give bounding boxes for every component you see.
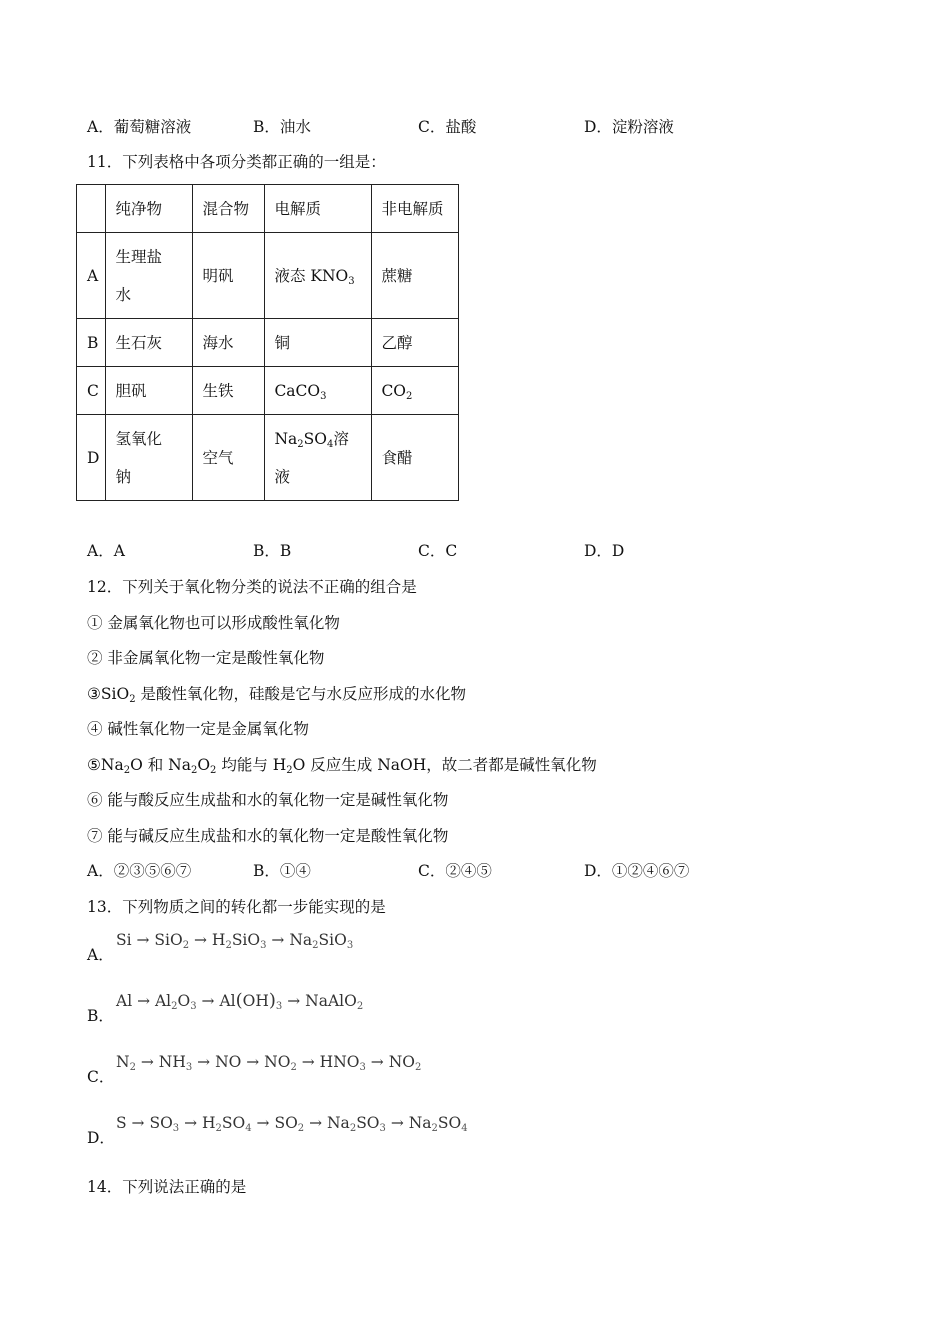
q11-option-a: A．A bbox=[87, 542, 125, 560]
table-cell: 生铁 bbox=[193, 367, 265, 415]
q11-stem: 11．下列表格中各项分类都正确的一组是： bbox=[87, 153, 386, 171]
table-row bbox=[77, 415, 459, 501]
table-header-cell bbox=[77, 185, 106, 233]
subscript: 2 bbox=[123, 765, 131, 776]
q11-option-b: B．B bbox=[253, 542, 292, 560]
q12-statement-4: ④ 碱性氧化物一定是金属氧化物 bbox=[87, 720, 309, 738]
q13-formula-b: $Al \to Al_2O_3 \to Al(OH)_3$ → NaAlO$_2$ bbox=[116, 990, 364, 1012]
q12-option-a: A．②③⑤⑥⑦ bbox=[87, 862, 192, 880]
q13-label-a: A． bbox=[87, 946, 114, 964]
cell-line: 氢氧化 bbox=[115, 429, 162, 448]
classification-table bbox=[76, 184, 459, 501]
statement-text: O 和 Na bbox=[130, 756, 191, 774]
cell-line: 钠 bbox=[115, 467, 131, 486]
table-cell: C bbox=[77, 367, 106, 415]
q10-option-c: C．盐酸 bbox=[418, 118, 477, 136]
cell-line: 水 bbox=[115, 285, 131, 304]
table-cell: 明矾 bbox=[193, 233, 265, 319]
table-header-row bbox=[77, 185, 459, 233]
statement-text: ③SiO bbox=[87, 685, 130, 703]
q11-option-d: D．D bbox=[584, 542, 625, 560]
subscript: 2 bbox=[190, 765, 198, 776]
q12-option-b: B．①④ bbox=[253, 862, 311, 880]
table-cell bbox=[265, 367, 372, 415]
table-cell: 胆矾 bbox=[106, 367, 193, 415]
statement-text: O bbox=[197, 756, 211, 774]
q11-option-c: C．C bbox=[418, 542, 458, 560]
table-cell bbox=[106, 415, 193, 501]
cell-text: CaCO bbox=[274, 381, 321, 400]
table-header-cell: 混合物 bbox=[193, 185, 265, 233]
table-header-cell: 纯净物 bbox=[106, 185, 193, 233]
q13-formula-d: $S \to SO_3 \to H_2SO_4 \to SO_2 \to Na_2SO_3 \to Na_2SO_4$ bbox=[116, 1114, 468, 1134]
table-cell bbox=[372, 367, 459, 415]
statement-text: 均能与 H bbox=[216, 756, 287, 774]
subscript: 2 bbox=[129, 694, 136, 705]
q12-stem: 12．下列关于氧化物分类的说法不正确的组合是 bbox=[87, 578, 417, 596]
cell-text: CO bbox=[381, 381, 407, 400]
q13-label-c: C． bbox=[87, 1068, 115, 1086]
table-cell bbox=[265, 233, 372, 319]
statement-text: O 反应生成 NaOH，故二者都是碱性氧化物 bbox=[292, 756, 597, 774]
table-cell: B bbox=[77, 319, 106, 367]
table-cell: 蔗糖 bbox=[372, 233, 459, 319]
table-row bbox=[77, 367, 459, 415]
table-cell: 空气 bbox=[193, 415, 265, 501]
cell-text: 溶液 bbox=[274, 429, 349, 486]
subscript: 2 bbox=[210, 765, 217, 776]
q12-statement-3 bbox=[87, 684, 466, 704]
cell-text: SO bbox=[303, 429, 327, 448]
table-cell bbox=[106, 233, 193, 319]
q13-formula-c: $N_2 \to NH_3$ → NO → $NO_2 \to HNO_3 \to NO_2$ bbox=[116, 1053, 422, 1073]
table-cell bbox=[265, 415, 372, 501]
subscript: 2 bbox=[286, 765, 293, 776]
q12-statement-7: ⑦ 能与碱反应生成盐和水的氧化物一定是酸性氧化物 bbox=[87, 827, 449, 845]
q12-statement-6: ⑥ 能与酸反应生成盐和水的氧化物一定是碱性氧化物 bbox=[87, 791, 449, 809]
subscript: 3 bbox=[348, 275, 355, 287]
q12-statement-1: ① 金属氧化物也可以形成酸性氧化物 bbox=[87, 614, 340, 632]
subscript: 4 bbox=[326, 438, 334, 450]
subscript: 2 bbox=[406, 390, 413, 402]
cell-text: 液态 KNO bbox=[274, 266, 349, 285]
q13-label-b: B． bbox=[87, 1007, 114, 1025]
table-header-cell: 非电解质 bbox=[372, 185, 459, 233]
table-cell: 乙醇 bbox=[372, 319, 459, 367]
q10-option-a: A．葡萄糖溶液 bbox=[87, 118, 192, 136]
q12-option-d: D．①②④⑥⑦ bbox=[584, 862, 690, 880]
table-cell: 生石灰 bbox=[106, 319, 193, 367]
q12-option-c: C．②④⑤ bbox=[418, 862, 492, 880]
table-row bbox=[77, 319, 459, 367]
subscript: 3 bbox=[320, 390, 327, 402]
statement-text: 是酸性氧化物，硅酸是它与水反应形成的水化物 bbox=[135, 685, 466, 703]
table-cell: 铜 bbox=[265, 319, 372, 367]
cell-line: 生理盐 bbox=[115, 247, 162, 266]
statement-text: ⑤Na bbox=[87, 756, 124, 774]
q14-stem: 14．下列说法正确的是 bbox=[87, 1178, 247, 1196]
table-cell: A bbox=[77, 233, 106, 319]
q12-statement-2: ② 非金属氧化物一定是酸性氧化物 bbox=[87, 649, 325, 667]
q12-statement-5 bbox=[87, 755, 597, 775]
table-cell: D bbox=[77, 415, 106, 501]
q13-stem: 13．下列物质之间的转化都一步能实现的是 bbox=[87, 898, 386, 916]
table-cell: 海水 bbox=[193, 319, 265, 367]
q13-formula-a: $Si \to SiO_2 \to H_2SiO_3 \to Na_2SiO_3$ bbox=[116, 931, 354, 951]
q10-option-d: D．淀粉溶液 bbox=[584, 118, 674, 136]
q13-label-d: D． bbox=[87, 1129, 115, 1147]
cell-text: Na bbox=[274, 429, 298, 448]
subscript: 2 bbox=[297, 438, 304, 450]
q10-option-b: B．油水 bbox=[253, 118, 311, 136]
table-row bbox=[77, 233, 459, 319]
table-cell: 食醋 bbox=[372, 415, 459, 501]
table-header-cell: 电解质 bbox=[265, 185, 372, 233]
